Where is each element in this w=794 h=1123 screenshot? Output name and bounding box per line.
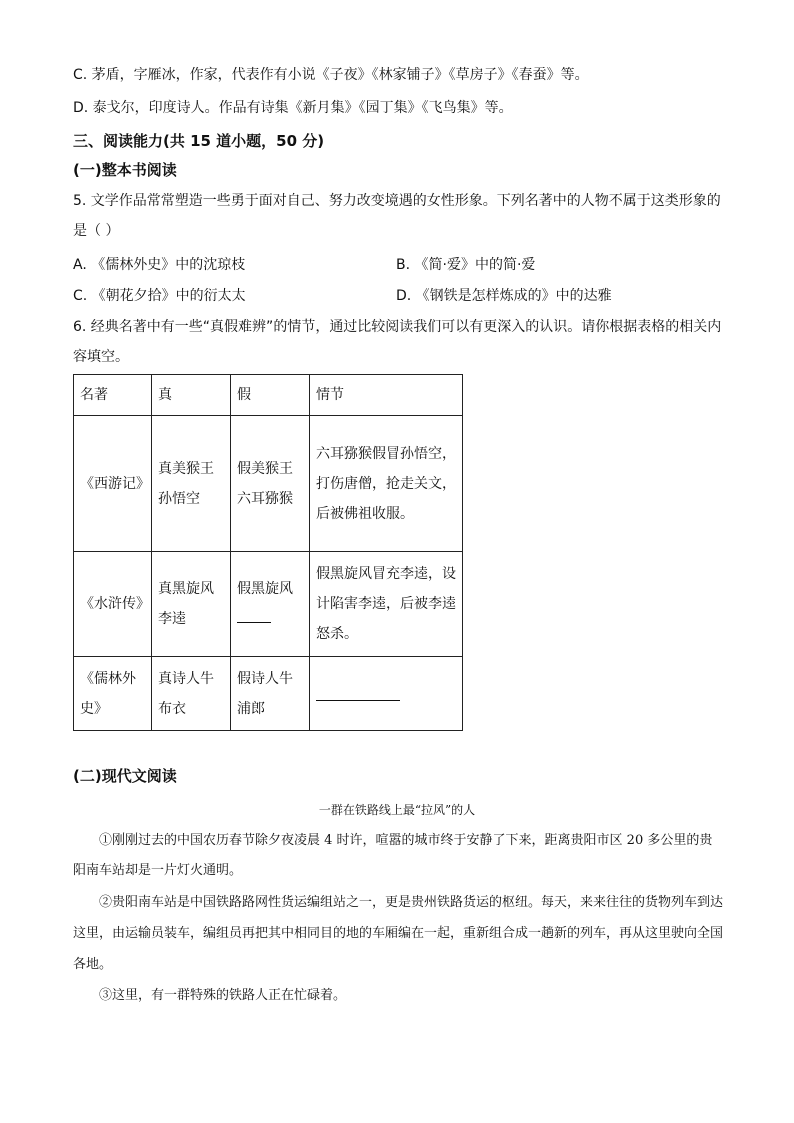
- fill-blank-line[interactable]: [237, 604, 271, 623]
- q5-option-d: D. 《钢铁是怎样炼成的》中的达雅: [396, 288, 612, 304]
- table-cell: 真黑旋风李逵: [152, 552, 231, 657]
- q5-option-c: C. 《朝花夕拾》中的衍太太: [73, 288, 246, 304]
- article-paragraph-2: ②贵阳南车站是中国铁路路网性货运编组站之一，更是贵州铁路货运的枢纽。每天，来来往往的货物列车到达这里，由运输员装车，编组员再把其中相同目的地的车厢编在一起，重新组合成一趟新的列车，再从这里驶向全国各地。: [73, 895, 724, 972]
- article-paragraph-3: ③这里，有一群特殊的铁路人正在忙碌着。: [99, 988, 347, 1003]
- table-row: [74, 416, 463, 552]
- question-5-stem: 5. 文学作品常常塑造一些勇于面对自己、努力改变境遇的女性形象。下列名著中的人物不属于这类形象的是（ ）: [73, 193, 721, 239]
- comparison-table: [73, 374, 463, 731]
- header-cell-plot: 情节: [310, 375, 463, 416]
- table-cell: 假诗人牛浦郎: [231, 657, 310, 731]
- table-cell-with-blank: [231, 552, 310, 657]
- header-cell-book: 名著: [74, 375, 152, 416]
- question-6-stem: 6. 经典名著中有一些“真假难辨”的情节，通过比较阅读我们可以有更深入的认识。请你根据表格的相关内容填空。: [73, 319, 722, 365]
- fill-blank-line[interactable]: [316, 686, 400, 701]
- table-cell: 《西游记》: [74, 416, 152, 552]
- table-cell-blank: [310, 657, 463, 731]
- table-row: [74, 657, 463, 731]
- q5-option-b: B. 《简·爱》中的简·爱: [396, 257, 536, 273]
- table-cell: 《儒林外史》: [74, 657, 152, 731]
- table-cell: 真诗人牛布衣: [152, 657, 231, 731]
- table-row: [74, 552, 463, 657]
- table-cell: 假黑旋风冒充李逵，设计陷害李逵，后被李逵怒杀。: [310, 552, 463, 657]
- option-c-maodun: C. 茅盾，字雁冰，作家，代表作有小说《子夜》《林家铺子》《草房子》《春蚕》等。: [73, 67, 589, 83]
- header-cell-fake: 假: [231, 375, 310, 416]
- article-paragraph-1: ①刚刚过去的中国农历春节除夕夜凌晨 4 时许，喧嚣的城市终于安静了下来，距离贵阳市区 20 多公里的贵阳南车站却是一片灯火通明。: [73, 833, 713, 878]
- section-3-heading: 三、阅读能力(共 15 道小题，50 分): [73, 132, 325, 150]
- table-cell: 六耳猕猴假冒孙悟空，打伤唐僧，抢走关文，后被佛祖收服。: [310, 416, 463, 552]
- table-cell-text: 假黑旋风: [237, 581, 293, 597]
- table-cell: 真美猴王孙悟空: [152, 416, 231, 552]
- table-cell: 假美猴王六耳猕猴: [231, 416, 310, 552]
- subsection-whole-book-heading: (一)整本书阅读: [73, 161, 177, 179]
- table-header-row: [74, 375, 463, 416]
- article-title: 一群在铁路线上最“拉风”的人: [318, 803, 476, 817]
- subsection-modern-reading-heading: (二)现代文阅读: [73, 767, 177, 785]
- table-cell: 《水浒传》: [74, 552, 152, 657]
- q5-option-a: A. 《儒林外史》中的沈琼枝: [73, 257, 246, 273]
- header-cell-real: 真: [152, 375, 231, 416]
- option-d-tagore: D. 泰戈尔，印度诗人。作品有诗集《新月集》《园丁集》《飞鸟集》等。: [73, 100, 513, 116]
